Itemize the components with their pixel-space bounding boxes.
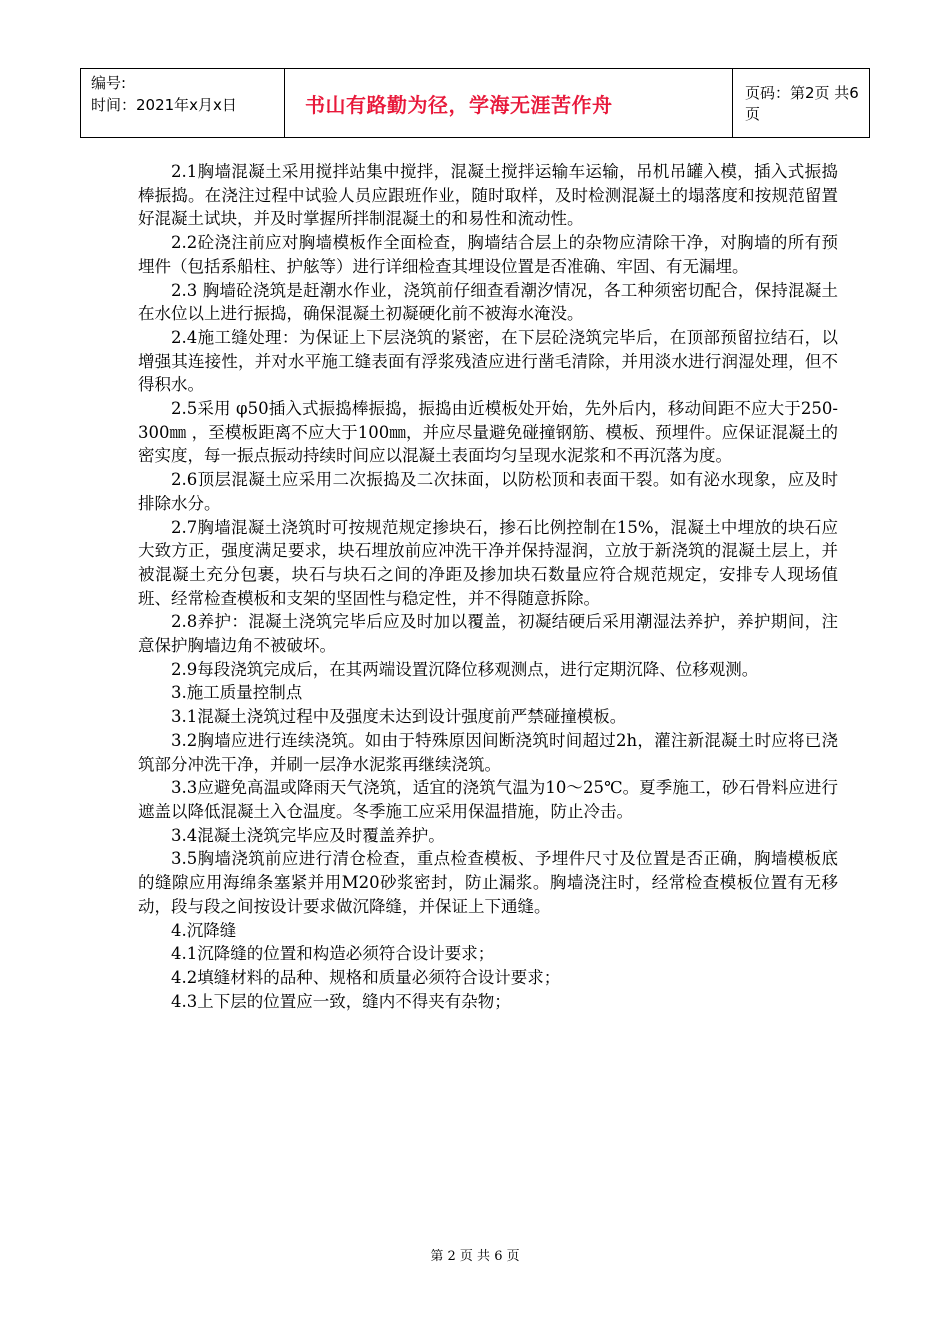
paragraph: 2.2砼浇注前应对胸墙模板作全面检查，胸墙结合层上的杂物应清除干净，对胸墙的所有预埋件（包括系船柱、护舷等）进行详细检查其埋设位置是否准确、牢固、有无漏埋。 (138, 233, 838, 276)
page-header (80, 68, 870, 138)
paragraph: 2.8养护：混凝土浇筑完毕后应及时加以覆盖，初凝结硬后采用潮湿法养护，养护期间，注意保护胸墙边角不被破坏。 (138, 612, 838, 656)
section-heading: 4.沉降缝 (171, 920, 237, 940)
paragraph: 2.4施工缝处理：为保证上下层浇筑的紧密，在下层砼浇筑完毕后，在顶部预留拉结石，以增强其连接性，并对水平施工缝表面有浮浆残渣应进行凿毛清除，并用淡水进行润湿处理，但不得积水。 (138, 327, 838, 395)
footer-page-number: 第 2 页 共 6 页 (430, 1249, 520, 1264)
paragraph: 2.6顶层混凝土应采用二次振捣及二次抹面，以防松顶和表面干裂。如有泌水现象，应及时排除水分。 (138, 470, 838, 513)
section-heading: 3.施工质量控制点 (171, 683, 303, 703)
paragraph: 3.2胸墙应进行连续浇筑。如由于特殊原因间断浇筑时间超过2h，灌注新混凝土时应将已浇筑部分冲洗干净，并刷一层净水泥浆再继续浇筑。 (138, 730, 838, 774)
header-meta-cell (81, 69, 285, 137)
paragraph: 4.2填缝材料的品种、规格和质量必须符合设计要求； (171, 967, 561, 987)
page-footer (0, 1245, 950, 1264)
paragraph: 3.1混凝土浇筑过程中及强度未达到设计强度前严禁碰撞模板。 (171, 707, 627, 727)
paragraph: 2.9每段浇筑完成后，在其两端设置沉降位移观测点，进行定期沉降、位移观测。 (171, 659, 759, 679)
header-page-label: 页码：第2页 共6页 (745, 84, 859, 123)
header-motto-cell (285, 69, 733, 137)
paragraph: 4.3上下层的位置应一致，缝内不得夹有杂物； (171, 991, 511, 1011)
paragraph: 2.1胸墙混凝土采用搅拌站集中搅拌，混凝土搅拌运输车运输，吊机吊罐入模，插入式振捣棒振捣。在浇注过程中试验人员应跟班作业，随时取样，及时检测混凝土的塌落度和按规范留置好混凝土试块，并及时掌握所拌制混凝土的和易性和流动性。 (138, 162, 838, 229)
paragraph: 3.5胸墙浇筑前应进行清仓检查，重点检查模板、予埋件尺寸及位置是否正确，胸墙模板底的缝隙应用海绵条塞紧并用M20砂浆密封，防止漏浆。胸墙浇注时，经常检查模板位置有无移动，段与段之间按设计要求做沉降缝，并保证上下通缝。 (138, 849, 838, 916)
paragraph: 2.5采用 φ50插入式振捣棒振捣，振捣由近模板处开始，先外后内，移动间距不应大于250-300㎜ ，至模板距离不应大于100㎜，并应尽量避免碰撞钢筋、模板、预埋件。应保证混凝土的密实度，每一振点振动持续时间应以混凝土表面均匀呈现水泥浆和不再沉落为度。 (138, 399, 838, 466)
paragraph: 3.3应避免高温或降雨天气浇筑，适宜的浇筑气温为10～25℃。夏季施工，砂石骨料应进行遮盖以降低混凝土入仓温度。冬季施工应采用保温措施，防止冷击。 (138, 778, 838, 821)
document-time-label: 时间：2021年x月x日 (91, 96, 237, 114)
paragraph: 2.3 胸墙砼浇筑是赶潮水作业，浇筑前仔细查看潮汐情况，各工种须密切配合，保持混凝土在水位以上进行振捣，确保混凝土初凝硬化前不被海水淹没。 (138, 280, 838, 324)
header-page-cell (733, 69, 869, 137)
paragraph: 3.4混凝土浇筑完毕应及时覆盖养护。 (171, 825, 445, 845)
paragraph: 4.1沉降缝的位置和构造必须符合设计要求； (171, 944, 495, 964)
paragraph: 2.7胸墙混凝土浇筑时可按规范规定掺块石，掺石比例控制在15%，混凝土中埋放的块石应大致方正，强度满足要求，块石埋放前应冲洗干净并保持湿润，立放于新浇筑的混凝土层上，并被混凝土充分包裹，块石与块石之间的净距及掺加块石数量应符合规范规定，安排专人现场值班、经常检查模板和支架的坚固性与稳定性，并不得随意拆除。 (138, 517, 838, 608)
document-body (138, 160, 838, 1013)
header-motto: 书山有路勤为径，学海无涯苦作舟 (305, 92, 613, 117)
document-number-label: 编号: (91, 74, 127, 92)
